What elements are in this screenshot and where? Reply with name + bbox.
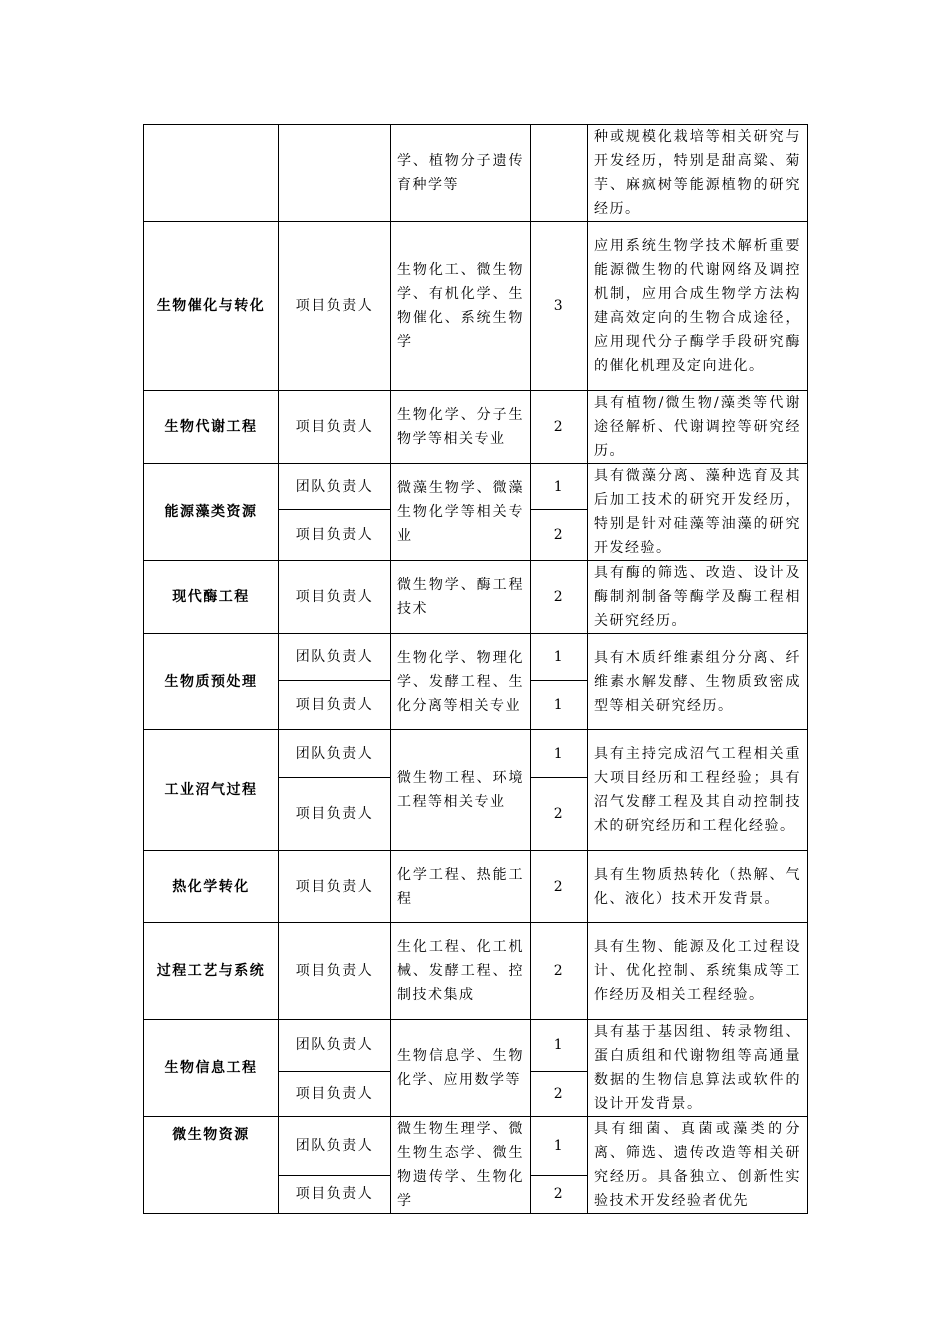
- position-cell: 团队负责人: [279, 634, 391, 681]
- table-row: [144, 391, 808, 464]
- position-cell: 项目负责人: [279, 222, 391, 391]
- count-cell: 2: [531, 510, 588, 561]
- position-cell: 项目负责人: [279, 1071, 391, 1116]
- direction-cell: 生物代谢工程: [144, 391, 279, 464]
- direction-cell: 过程工艺与系统: [144, 923, 279, 1020]
- direction-cell: 微生物资源: [144, 1117, 279, 1214]
- count-cell: 1: [531, 1117, 588, 1176]
- position-cell: 团队负责人: [279, 1020, 391, 1072]
- table-row: [144, 634, 808, 681]
- requirements-cell: 具有酶的筛选、改造、设计及酶制剂制备等酶学及酶工程相关研究经历。: [588, 561, 808, 634]
- majors-cell: 生物化工、微生物学、有机化学、生物催化、系统生物学: [391, 222, 531, 391]
- table-row: [144, 222, 808, 391]
- count-cell: [531, 125, 588, 222]
- table-row: [144, 851, 808, 923]
- table-row: [144, 1020, 808, 1072]
- count-cell: 1: [531, 464, 588, 510]
- count-cell: 2: [531, 391, 588, 464]
- count-cell: 2: [531, 561, 588, 634]
- count-cell: 2: [531, 851, 588, 923]
- position-cell: 项目负责人: [279, 681, 391, 730]
- requirements-cell: 具有微藻分离、藻种选育及其后加工技术的研究开发经历，特别是针对硅藻等油藻的研究开发经验。: [588, 464, 808, 561]
- position-cell: 项目负责人: [279, 561, 391, 634]
- majors-cell: 生物化学、分子生物学等相关专业: [391, 391, 531, 464]
- count-cell: 1: [531, 1020, 588, 1072]
- count-cell: 3: [531, 222, 588, 391]
- majors-cell: 微生物学、酶工程技术: [391, 561, 531, 634]
- requirements-cell: 具有植物/微生物/藻类等代谢途径解析、代谢调控等研究经历。: [588, 391, 808, 464]
- count-cell: 2: [531, 1175, 588, 1213]
- majors-cell: 生化工程、化工机械、发酵工程、控制技术集成: [391, 923, 531, 1020]
- requirements-cell: 具有生物质热转化（热解、气化、液化）技术开发背景。: [588, 851, 808, 923]
- table-row: [144, 1117, 808, 1176]
- direction-cell: 生物信息工程: [144, 1020, 279, 1117]
- count-cell: 2: [531, 1071, 588, 1116]
- position-cell: 项目负责人: [279, 778, 391, 851]
- count-cell: 1: [531, 730, 588, 778]
- majors-cell: 生物信息学、生物化学、应用数学等: [391, 1020, 531, 1117]
- position-cell: 项目负责人: [279, 851, 391, 923]
- count-cell: 1: [531, 634, 588, 681]
- direction-cell: 现代酶工程: [144, 561, 279, 634]
- requirements-cell: 具有基于基因组、转录物组、蛋白质组和代谢物组等高通量数据的生物信息算法或软件的设计开发背景。: [588, 1020, 808, 1117]
- majors-cell: 微藻生物学、微藻生物化学等相关专业: [391, 464, 531, 561]
- requirements-cell: 具有细菌、真菌或藻类的分离、筛选、遗传改造等相关研究经历。具备独立、创新性实验技术开发经验者优先: [588, 1117, 808, 1214]
- direction-cell: 工业沼气过程: [144, 730, 279, 851]
- majors-cell: 学、植物分子遗传育种学等: [391, 125, 531, 222]
- position-cell: 项目负责人: [279, 1175, 391, 1213]
- direction-cell: [144, 125, 279, 222]
- majors-cell: 微生物工程、环境工程等相关专业: [391, 730, 531, 851]
- count-cell: 2: [531, 923, 588, 1020]
- position-cell: 项目负责人: [279, 510, 391, 561]
- majors-cell: 化学工程、热能工程: [391, 851, 531, 923]
- table-row: [144, 125, 808, 222]
- recruitment-table: [143, 124, 808, 1214]
- count-cell: 1: [531, 681, 588, 730]
- majors-cell: 微生物生理学、微生物生态学、微生物遗传学、生物化学: [391, 1117, 531, 1214]
- requirements-cell: 具有生物、能源及化工过程设计、优化控制、系统集成等工作经历及相关工程经验。: [588, 923, 808, 1020]
- requirements-cell: 应用系统生物学技术解析重要能源微生物的代谢网络及调控机制，应用合成生物学方法构建高效定向的生物合成途径，应用现代分子酶学手段研究酶的催化机理及定向进化。: [588, 222, 808, 391]
- position-cell: 项目负责人: [279, 391, 391, 464]
- requirements-cell: 具有木质纤维素组分分离、纤维素水解发酵、生物质致密成型等相关研究经历。: [588, 634, 808, 730]
- position-cell: 团队负责人: [279, 464, 391, 510]
- position-cell: 团队负责人: [279, 1117, 391, 1176]
- direction-cell: 生物催化与转化: [144, 222, 279, 391]
- table-row: [144, 923, 808, 1020]
- table-row: [144, 464, 808, 510]
- direction-cell: 生物质预处理: [144, 634, 279, 730]
- count-cell: 2: [531, 778, 588, 851]
- majors-cell: 生物化学、物理化学、发酵工程、生化分离等相关专业: [391, 634, 531, 730]
- direction-cell: 热化学转化: [144, 851, 279, 923]
- table-row: [144, 561, 808, 634]
- requirements-cell: 具有主持完成沼气工程相关重大项目经历和工程经验；具有沼气发酵工程及其自动控制技术的研究经历和工程化经验。: [588, 730, 808, 851]
- position-cell: 项目负责人: [279, 923, 391, 1020]
- position-cell: 团队负责人: [279, 730, 391, 778]
- direction-cell: 能源藻类资源: [144, 464, 279, 561]
- position-cell: [279, 125, 391, 222]
- table-row: [144, 730, 808, 778]
- requirements-cell: 种或规模化栽培等相关研究与开发经历，特别是甜高粱、菊芋、麻疯树等能源植物的研究经历。: [588, 125, 808, 222]
